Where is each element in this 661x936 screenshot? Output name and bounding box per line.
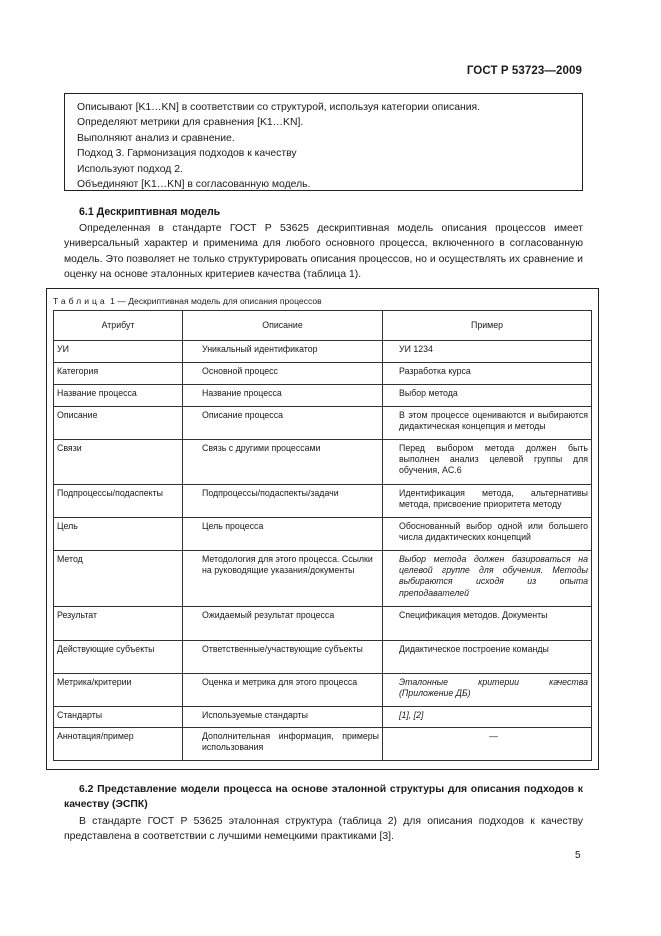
table-row [54,407,592,440]
table-row [54,518,592,551]
cell-example: Обоснованный выбор одной или большего числа дидактических концепций [383,518,592,551]
cell-attribute: Метрика/критерии [54,674,183,707]
header-description: Описание [183,311,383,341]
cell-example: Спецификация методов. Документы [383,607,592,641]
cell-attribute: Категория [54,363,183,385]
cell-example: Выбор метода должен базироваться на целевой группе для обучения. Методы выбираются исходя из опыта преподавателей [383,551,592,607]
cell-example: Выбор метода [383,385,592,407]
table-row [54,728,592,761]
table-caption [53,296,322,306]
table-row [54,363,592,385]
cell-description: Уникальный идентификатор [183,341,383,363]
cell-description: Используемые стандарты [183,707,383,728]
cell-example: Разработка курса [383,363,592,385]
cell-example: Эталонные критерии качества (Приложение ДБ) [383,674,592,707]
box-line: Объединяют [K1…KN] в согласованную модель. [77,179,311,191]
cell-example: Идентификация метода, альтернативы метода, присвоение приоритета методу [383,485,592,518]
cell-description: Ответственные/участвующие субъекты [183,641,383,674]
cell-description: Ожидаемый результат процесса [183,607,383,641]
section-paragraph-6-2: В стандарте ГОСТ Р 53625 эталонная структура (таблица 2) для описания подходов к качеству представлена в соответствии с лучшими немецкими практиками [3]. [64,816,583,843]
cell-attribute: Действующие субъекты [54,641,183,674]
box-line: Подход 3. Гармонизация подходов к качеству [77,148,297,160]
table-row [54,551,592,607]
header-attribute: Атрибут [54,311,183,341]
table-row [54,341,592,363]
table-row [54,440,592,485]
box-line: Выполняют анализ и сравнение. [77,132,235,144]
table-row [54,385,592,407]
section-title-6-2: 6.2 Представление модели процесса на основе эталонной структуры для описания подходов к качеству (ЭСПК) [64,784,583,811]
cell-attribute: Результат [54,607,183,641]
table-row [54,485,592,518]
cell-example: В этом процессе оцениваются и выбираются дидактическая концепция и методы [383,407,592,440]
table-header-row [54,311,592,341]
table-caption-label: Таблица [53,296,108,306]
cell-example: — [383,728,592,761]
box-line: Используют подход 2. [77,163,183,175]
cell-description: Описание процесса [183,407,383,440]
cell-example: Дидактическое построение команды [383,641,592,674]
header-example: Пример [383,311,592,341]
cell-example: УИ 1234 [383,341,592,363]
document-header: ГОСТ Р 53723—2009 [466,65,582,77]
cell-description: Название процесса [183,385,383,407]
cell-attribute: Стандарты [54,707,183,728]
cell-description: Цель процесса [183,518,383,551]
cell-description: Дополнительная информация, примеры использования [183,728,383,761]
page-number: 5 [575,850,581,861]
section-paragraph-6-1: Определенная в стандарте ГОСТ Р 53625 дескриптивная модель описания процессов имеет универсальный характер и применима для любого основного процесса, включенного в согласованную модель. Это позволяет не только структурировать описания процессов, но и осуществлять их сравнение и оценку на основе эталонных критериев качества (таблица 1). [64,223,583,280]
descriptive-model-table [53,310,592,761]
cell-attribute: Связи [54,440,183,485]
table-caption-text: 1 — Дескриптивная модель для описания процессов [110,296,322,306]
table-row [54,707,592,728]
cell-example: [1], [2] [383,707,592,728]
cell-attribute: Название процесса [54,385,183,407]
cell-attribute: Подпроцессы/подаспекты [54,485,183,518]
table-row [54,607,592,641]
cell-attribute: Цель [54,518,183,551]
cell-description: Основной процесс [183,363,383,385]
procedure-box [64,93,583,191]
table-row [54,674,592,707]
cell-attribute: Описание [54,407,183,440]
cell-attribute: Метод [54,551,183,607]
cell-attribute: УИ [54,341,183,363]
table-row [54,641,592,674]
cell-description: Оценка и метрика для этого процесса [183,674,383,707]
cell-example: Перед выбором метода должен быть выполнен анализ целевой группы для обучения, AC.6 [383,440,592,485]
box-line: Определяют метрики для сравнения [K1…KN]. [77,117,304,129]
cell-description: Методология для этого процесса. Ссылки на руководящие указания/документы [183,551,383,607]
section-title-6-1: 6.1 Дескриптивная модель [79,206,221,218]
cell-attribute: Аннотация/пример [54,728,183,761]
cell-description: Связь с другими процессами [183,440,383,485]
box-line: Описывают [K1…KN] в соответствии со структурой, используя категории описания. [77,102,481,113]
cell-description: Подпроцессы/подаспекты/задачи [183,485,383,518]
